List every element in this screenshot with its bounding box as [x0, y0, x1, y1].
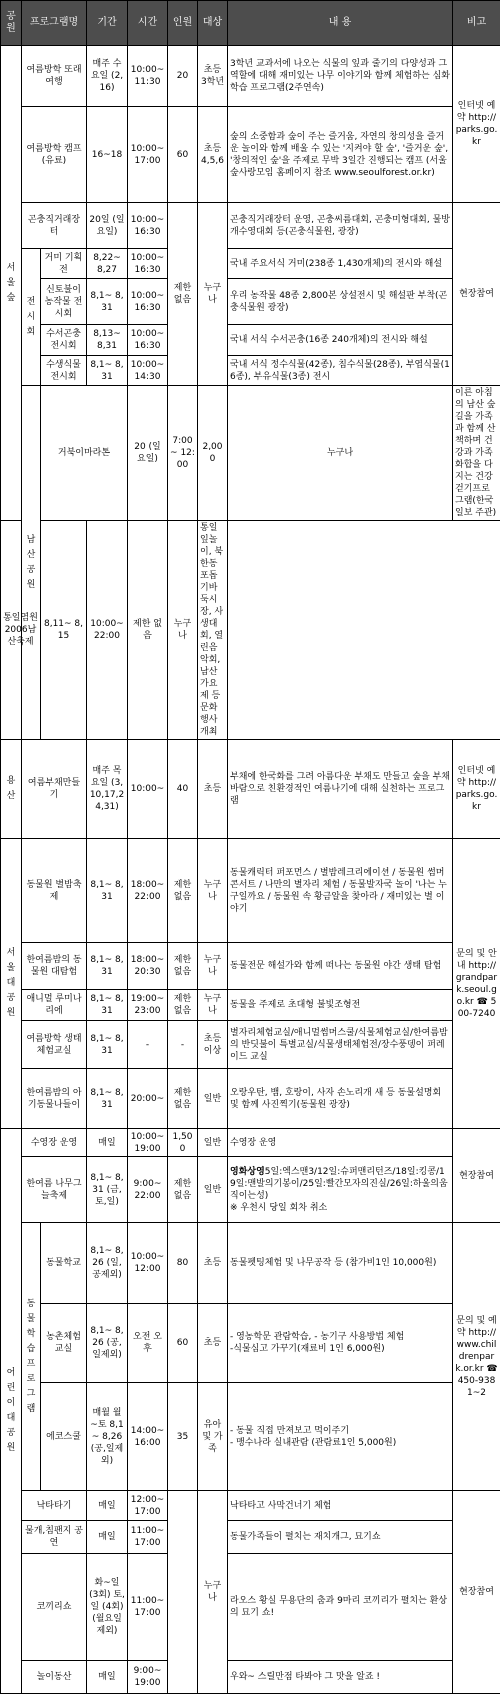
program-content: [228, 1304, 453, 1383]
program-content: [228, 1383, 453, 1491]
program-people: 2,000: [198, 386, 228, 521]
table-row: [1, 990, 500, 1021]
park-namsan: 남산 공원: [22, 386, 41, 740]
program-note: 현장참여: [453, 1129, 500, 1223]
program-period: 8,1~ 8,31: [87, 1021, 128, 1069]
program-name: 수영장 운영: [22, 1129, 87, 1157]
program-content: 수영장 운영: [228, 1129, 453, 1157]
header-row: [1, 1, 500, 46]
program-time: 10:00~ 16:30: [128, 325, 168, 356]
program-period: 8,1~ 8,31: [87, 356, 128, 386]
content-highlight: 영화상영: [230, 1167, 265, 1177]
program-time: 10:00~ 14:30: [128, 356, 168, 386]
header-note: 비고: [453, 1, 500, 46]
table-row: [1, 203, 500, 249]
program-period: 매주 수요일 (2,16): [87, 46, 128, 107]
program-name: 놀이동산: [22, 1661, 87, 1694]
program-period: 매월 월~토 8,1~ 8,26 (공,일제외): [87, 1383, 128, 1491]
park-grand: 서 울 대 공 원: [1, 839, 22, 1129]
program-target: 일반: [198, 1157, 228, 1223]
table-row: [1, 325, 500, 356]
program-content: 곤충직거래장터 운영, 곤충씨름대회, 곤충미형대회, 물방개수영대회 등(곤충식물원, 광장): [228, 203, 453, 249]
program-time: 10:00~ 16:30: [128, 249, 168, 279]
content-text: - 영농학문 관람학습, - 농기구 사용방법 체험: [230, 1332, 404, 1342]
program-content: 동물펫팅체험 및 나무공작 등 (참가비1인 10,000원): [228, 1223, 453, 1304]
program-content: 부채에 한국화를 그려 아름다운 부채도 만들고 숲을 부채바람으로 친환경적인 여름나기에 대해 실천하는 프로그램: [228, 740, 453, 839]
program-content: 우와~ 스릴만점 타봐야 그 맛을 알죠 !: [228, 1661, 453, 1694]
table-row: [1, 521, 500, 740]
program-name: 여름방학 생태체험교실: [22, 1021, 87, 1069]
program-name: 물개,침팬지 공연: [22, 1521, 87, 1554]
program-content: 별자리체험교실/애니멀썸머스쿨/식물체험교실/한여름밤의 반딧불이 특별교실/식물생태체험전/장수풍뎅이 퍼레이드 교실: [228, 1021, 453, 1069]
program-period: 16~18: [87, 107, 128, 203]
program-content: 동물캐릭터 퍼포먼스 / 별밤레크리에이션 / 동물원 썸머 콘서트 / 나만의 별자리 체험 / 동물발자국 놀이 '나는 누구일까요 / 동물원 속 황금알을 찾아라 / 재미있는 별 이야기: [228, 839, 453, 943]
program-content: 동물가족들이 펼치는 재치개그, 묘기쇼: [228, 1521, 453, 1554]
exhibit-label: 전 시 회: [22, 249, 41, 386]
park-children: 어 린 이 대 공 원: [1, 1129, 22, 1694]
program-people: 제한 없음: [168, 203, 198, 386]
program-content: 숲의 소중함과 숲이 주는 즐거움, 자연의 창의성을 즐거운 놀이와 함께 배울 수 있는 '지켜야 할 숲', '즐거운 숲', '창의적인 숲'을 주제로 무박 3일간 진행되는 캠프 (서울숲사랑모임 홈페이지 참조 www.seoulforest.or.kr): [228, 107, 453, 203]
table-row: [1, 1157, 500, 1223]
header-time: 시간: [128, 1, 168, 46]
program-name: 코끼리쇼: [22, 1554, 87, 1661]
program-people: 제한 없음: [168, 839, 198, 943]
park-yongsan: 용 산: [1, 740, 22, 839]
program-period: 8,1~ 8,26 (일,공제외): [87, 1223, 128, 1304]
program-note: 현장참여: [453, 1491, 500, 1694]
edu-program-label: 동 물 학 습 프 로 그 램: [22, 1223, 41, 1491]
program-time: 9:00~ 22:00: [128, 1157, 168, 1223]
program-time: 10:00~ 22:00: [87, 521, 128, 740]
content-text-2: -식물심고 가꾸기(재료비 1인 6,000원): [230, 1344, 385, 1354]
content-text-note: ※ 우천시 당일 회차 취소: [230, 1203, 327, 1213]
program-target: 초등: [198, 1304, 228, 1383]
program-content: 국내 주요서식 거미(238종 1,430개체)의 전시와 해설: [228, 249, 453, 279]
program-people: [168, 1491, 198, 1694]
program-time: 11:00~ 17:00: [128, 1554, 168, 1661]
table-row: [1, 1021, 500, 1069]
park-seoul-forest: 서 울 숲: [1, 46, 22, 521]
program-time: 10:00~ 17:00: [128, 107, 168, 203]
program-name: 수서곤충 전시회: [41, 325, 87, 356]
program-period: 8,1~ 8,31: [87, 279, 128, 325]
table-row: [1, 1069, 500, 1129]
program-target: 누구나: [198, 1491, 228, 1694]
program-name: 거북이마라톤: [41, 386, 128, 521]
header-program: 프로그램명: [22, 1, 87, 46]
program-target: 초등: [198, 1223, 228, 1304]
content-text-2: - 맹수나라 실내관람 (관람료1인 5,000원): [230, 1438, 396, 1448]
program-time: 20:00~: [128, 1069, 168, 1129]
program-target: 일반: [198, 1129, 228, 1157]
program-name: 통일염원 2006남산축제: [1, 521, 41, 740]
program-name: 여름방학 또래여행: [22, 46, 87, 107]
program-people: 1,500: [168, 1129, 198, 1157]
program-time: 18:00~ 22:00: [128, 839, 168, 943]
table-row: [1, 386, 500, 521]
program-people: 제한 없음: [128, 521, 168, 740]
program-people: 60: [168, 1304, 198, 1383]
program-time: 10:00~ 12:00: [128, 1223, 168, 1304]
table-row: [1, 1521, 500, 1554]
program-time: 10:00~ 16:30: [128, 279, 168, 325]
program-content: [228, 1157, 453, 1223]
table-row: [1, 279, 500, 325]
program-name: 여름방학 캠프 (유료): [22, 107, 87, 203]
program-time: 오전 오후: [128, 1304, 168, 1383]
program-time: 9:00~ 19:00: [128, 1661, 168, 1694]
table-row: [1, 1304, 500, 1383]
program-content: 국내 서식 수서곤충(16종 240개체)의 전시와 해설: [228, 325, 453, 356]
program-period: 8,22~ 8,27: [87, 249, 128, 279]
program-name: 신토불이 농작물 전시회: [41, 279, 87, 325]
program-people: -: [168, 1021, 198, 1069]
table-row: [1, 943, 500, 990]
program-name: 수생식물 전시회: [41, 356, 87, 386]
program-name: 한여름 나무그늘축제: [22, 1157, 87, 1223]
header-people: 인원: [168, 1, 198, 46]
header-target: 대상: [198, 1, 228, 46]
program-people: 60: [168, 107, 198, 203]
content-text: - 동물 직접 만져보고 먹이주기: [230, 1426, 349, 1436]
program-name: 에코스쿨: [41, 1383, 87, 1491]
program-time: 11:00~ 17:00: [128, 1521, 168, 1554]
table-row: [1, 740, 500, 839]
program-content: 라오스 황실 무용단의 춤과 9마리 코끼리가 펼치는 환상의 묘기 쇼!: [228, 1554, 453, 1661]
program-content: 이른 아침의 남산 숲길을 가족과 함께 산책하며 건강과 가족화합을 다지는 건강걷기프로그램(한국일보 주관): [453, 386, 500, 521]
program-target: 누구나: [198, 839, 228, 943]
header-content: 내 용: [228, 1, 453, 46]
program-target: 누구나: [168, 521, 198, 740]
program-people: 제한 없음: [168, 990, 198, 1021]
program-name: 애니멀 루미나리에: [22, 990, 87, 1021]
content-text: 5일:엑스맨3/12일:슈퍼맨리턴즈/18일:킹콩/19일:맨발의기봉이/25일:빨간모자의진실/26일:하울의움직이는성): [230, 1167, 448, 1201]
program-name: 여름부채만들기: [22, 740, 87, 839]
program-name: 낙타타기: [22, 1491, 87, 1521]
program-period: 8,1~ 8,31: [87, 839, 128, 943]
program-period: 8,13~ 8,31: [87, 325, 128, 356]
program-note: 인터넷 예약 http://parks.go.kr: [453, 740, 500, 839]
program-name: 거미 기획전: [41, 249, 87, 279]
program-content: 3학년 교과서에 나오는 식물의 잎과 줄기의 다양성과 그 역할에 대해 재미있는 나무 이야기와 함께 체험하는 심화학습 프로그램(2주연속): [228, 46, 453, 107]
table-row: [1, 1383, 500, 1491]
header-period: 기간: [87, 1, 128, 46]
table-row: [1, 1661, 500, 1694]
program-period: 8,1~ 8,26 (공,일제외): [87, 1304, 128, 1383]
program-time: 18:00~ 20:30: [128, 943, 168, 990]
table-row: [1, 1554, 500, 1661]
program-period: 8,1~ 8,31 (금,토,일): [87, 1157, 128, 1223]
program-people: 35: [168, 1383, 198, 1491]
program-period: 매일: [87, 1521, 128, 1554]
program-time: 12:00~ 17:00: [128, 1491, 168, 1521]
program-period: 8,11~ 8,15: [41, 521, 87, 740]
program-period: 8,1~ 8,31: [87, 943, 128, 990]
program-target: 초등 4,5,6: [198, 107, 228, 203]
program-target: 누구나: [198, 943, 228, 990]
table-row: [1, 249, 500, 279]
program-time: 10:00~: [128, 740, 168, 839]
program-target: 누구나: [198, 203, 228, 386]
program-period: 20일 (일요일): [87, 203, 128, 249]
program-note: 현장참여: [453, 203, 500, 386]
program-time: 14:00~ 16:00: [128, 1383, 168, 1491]
program-name: 동물학교: [41, 1223, 87, 1304]
program-people: 제한 없음: [168, 1157, 198, 1223]
program-target: 초등: [198, 740, 228, 839]
program-name: 곤충직거래장터: [22, 203, 87, 249]
program-note: 문의 및 예약 http://www.childrenpark.or.kr ☎ 450-9381~2: [453, 1223, 500, 1491]
program-content: 오랑우탄, 뱀, 호랑이, 사자 손노리개 새 등 동물설명회 및 함께 사진찍기(동물원 광장): [228, 1069, 453, 1129]
program-target: 초등 이상: [198, 1021, 228, 1069]
program-content: 낙타타고 사막건너기 체험: [228, 1491, 453, 1521]
program-content: 동물을 주제로 초대형 불빛조형전: [228, 990, 453, 1021]
program-content: 동물전문 해설가와 함께 떠나는 동물원 야간 생태 탐험: [228, 943, 453, 990]
program-time: 7:00~ 12:00: [168, 386, 198, 521]
program-target: 초등 3학년: [198, 46, 228, 107]
header-park: 공원: [1, 1, 22, 46]
program-period: 8,1~ 8,31: [87, 1069, 128, 1129]
program-target: 유아 및 가족: [198, 1383, 228, 1491]
program-period: 20 (일요일): [128, 386, 168, 521]
table-row: [1, 1129, 500, 1157]
program-period: 매일: [87, 1129, 128, 1157]
table-row: [1, 1223, 500, 1304]
program-name: 한여름밤의 아기동물나들이: [22, 1069, 87, 1129]
program-people: 제한 없음: [168, 1069, 198, 1129]
table-row: [1, 46, 500, 107]
program-target: 일반: [198, 1069, 228, 1129]
program-name: 한여름밤의 동물원 대탐험: [22, 943, 87, 990]
program-people: 80: [168, 1223, 198, 1304]
program-target: 누구나: [198, 990, 228, 1021]
program-people: 20: [168, 46, 198, 107]
program-content: 우리 농작물 48종 2,800본 상설전시 및 해설판 부착(곤충식물원 광장): [228, 279, 453, 325]
table-row: [1, 107, 500, 203]
program-time: 10:00~ 11:30: [128, 46, 168, 107]
program-target: 누구나: [228, 386, 453, 521]
program-name: 농촌체험 교실: [41, 1304, 87, 1383]
table-row: [1, 1491, 500, 1521]
program-time: -: [128, 1021, 168, 1069]
program-note: 인터넷 예약 http://parks.go.kr: [453, 46, 500, 203]
program-name: 동물원 별밤축제: [22, 839, 87, 943]
program-time: 10:00~ 19:00: [128, 1129, 168, 1157]
table-row: [1, 356, 500, 386]
table-row: [1, 839, 500, 943]
program-period: 매주 목요일 (3,10,17,24,31): [87, 740, 128, 839]
program-people: 40: [168, 740, 198, 839]
program-period: 매일: [87, 1661, 128, 1694]
program-period: 8,1~ 8,31: [87, 990, 128, 1021]
program-period: 화~일 (3회) 토,일 (4회) (월요일 제외): [87, 1554, 128, 1661]
program-people: 제한 없음: [168, 943, 198, 990]
program-note: 문의 및 안내 http://grandpark.seoul.go.kr ☎ 500-7240: [453, 839, 500, 1129]
program-content: 통일잎놀이, 북한동포돕기바둑시장, 사생대회, 열린음악회, 남산가요제 등 문화행사 개최: [198, 521, 228, 740]
program-period: 매일: [87, 1491, 128, 1521]
program-time: 19:00~ 23:00: [128, 990, 168, 1021]
program-content: 국내 서식 정수식물(42종), 침수식물(28종), 부엽식물(16종), 부유식물(3종) 전시: [228, 356, 453, 386]
program-time: 10:00~ 16:30: [128, 203, 168, 249]
